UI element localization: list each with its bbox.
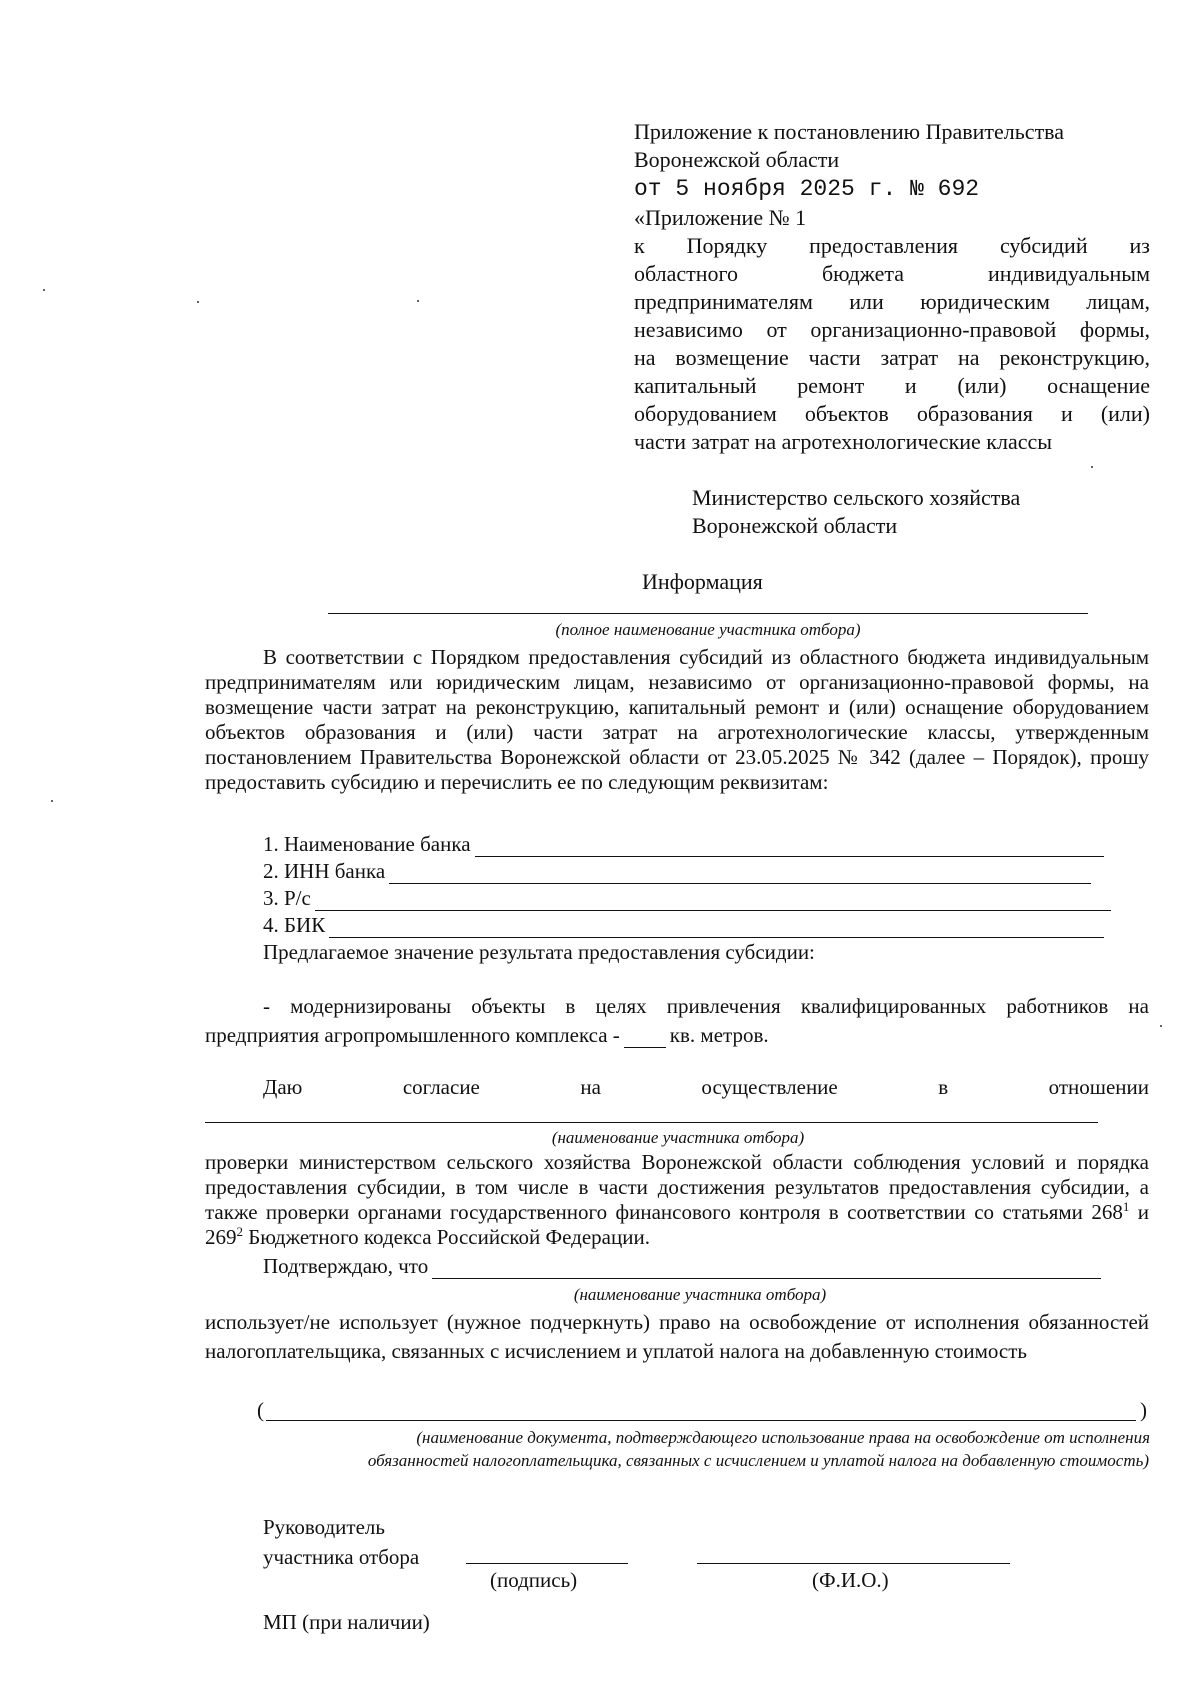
consent-sup-1: 1 (1122, 1199, 1130, 1214)
confirm-prefix: Подтверждаю, что (263, 1254, 429, 1278)
appendix-block (634, 118, 1150, 456)
tax-document-line (257, 1398, 1147, 1424)
requisite-account (263, 886, 1111, 911)
requisite-bank-inn-label: 2. ИНН банка (263, 859, 386, 883)
tax-document-caption-2: обязанностей налогоплательщика, связанных с исчислением и уплатой налога на добавленную стоимость) (367, 1451, 1149, 1470)
appendix-line-5: областного бюджета индивидуальным (634, 261, 1150, 286)
appendix-line-2: Воронежской области (634, 147, 840, 172)
requisite-account-label: 3. Р/с (263, 886, 311, 910)
document-heading: Информация (642, 569, 763, 594)
result-heading: Предлагаемое значение результата предоставления субсидии: (263, 940, 815, 964)
stamp-place: МП (при наличии) (263, 1610, 430, 1634)
result-area-blank (624, 1027, 666, 1048)
appendix-line-7: независимо от организационно-правовой формы, (634, 317, 1150, 342)
requisite-bank-name (263, 832, 1104, 857)
appendix-annex-number: «Приложение № 1 (634, 205, 807, 230)
tax-document-caption-1: (наименование документа, подтверждающего использование права на освобождение от исполнения (416, 1428, 1150, 1447)
confirm-line (263, 1254, 1101, 1279)
open-paren: ( (257, 1398, 264, 1422)
consent-body-part-2: и 269 (205, 1200, 1149, 1249)
intro-paragraph: В соответствии с Порядком предоставления субсидий из областного бюджета индивидуальным предпринимателям или юридическим лицам, независимо от организационно-правовой формы, на возмещение части затрат на реконструкцию, капитальный ремонт и (или) оснащение оборудованием объектов образования и (или) части затрат на агротехнологические классы, утвержденным постановлением Правительства Воронежской области от 23.05.2025 № 342 (далее – Порядок), прошу предоставить субсидию и перечислить ее по следующим реквизитам: (205, 645, 1149, 794)
fio-caption: (Ф.И.О.) (812, 1568, 889, 1592)
appendix-line-6: предпринимателям или юридическим лицам, (634, 289, 1150, 314)
confirm-body: использует/не использует (нужное подчеркнуть) право на освобождение от исполнения обязанностей налогоплательщика, связанных с исчислением и уплатой налога на добавленную стоимость (205, 1310, 1149, 1363)
result-item-line-1: - модернизированы объекты в целях привлечения квалифицированных работников на (263, 994, 1149, 1018)
consent-sup-2: 2 (236, 1224, 243, 1239)
scan-speck (1091, 466, 1093, 468)
consent-line: Даю согласие на осуществление в отношении (263, 1075, 1149, 1099)
result-item-suffix: кв. метров. (669, 1023, 769, 1047)
appendix-line-9: капитальный ремонт и (или) оснащение (634, 373, 1150, 398)
signatory-role-line-2: участника отбора (263, 1545, 420, 1569)
requisite-bank-inn (263, 859, 1091, 884)
appendix-date-line: от 5 ноября 2025 г. № 692 (634, 176, 980, 202)
scan-speck (417, 300, 419, 302)
consent-participant-caption: (наименование участника отбора) (551, 1128, 805, 1147)
confirm-participant-blank (432, 1258, 1101, 1279)
requisite-bank-name-blank (475, 836, 1104, 857)
consent-body-part-3: Бюджетного кодекса Российской Федерации. (243, 1225, 650, 1249)
requisite-bik (263, 913, 1104, 938)
appendix-line-8: на возмещение части затрат на реконструкцию, (634, 345, 1150, 370)
scan-speck (1160, 1025, 1162, 1027)
signatory-role (263, 1512, 419, 1572)
consent-body-part-1: проверки министерством сельского хозяйства Воронежской области соблюдения условий и порядка предоставления субсидии, в том числе в части достижения результатов предоставления субсидии, а также проверки органами государственного финансового контроля в соответствии со статьями 268 (205, 1150, 1149, 1224)
addressee-line-1: Министерство сельского хозяйства (692, 485, 1021, 510)
appendix-line-4: к Порядку предоставления субсидий из (634, 233, 1150, 258)
scan-speck (51, 800, 53, 802)
appendix-line-11: части затрат на агротехнологические классы (634, 429, 1053, 454)
signature-caption: (подпись) (490, 1568, 578, 1592)
scan-speck (43, 289, 45, 291)
result-item-line-2 (205, 1023, 769, 1048)
addressee-line-2: Воронежской области (692, 513, 898, 538)
requisite-bik-blank (329, 917, 1104, 938)
signatory-role-line-1: Руководитель (263, 1515, 385, 1539)
participant-full-name-line (328, 613, 1088, 614)
requisite-bik-label: 4. БИК (263, 913, 326, 937)
confirm-participant-caption: (наименование участника отбора) (573, 1285, 827, 1304)
close-paren: ) (1140, 1398, 1147, 1422)
addressee-block (692, 484, 1020, 540)
consent-participant-line (205, 1122, 1098, 1123)
tax-document-blank (266, 1420, 1136, 1421)
requisite-account-blank (315, 890, 1111, 911)
requisite-bank-inn-blank (389, 863, 1091, 884)
requisite-bank-name-label: 1. Наименование банка (263, 832, 471, 856)
consent-body (205, 1150, 1149, 1250)
result-item-prefix: предприятия агропромышленного комплекса - (205, 1023, 620, 1047)
scan-speck (197, 301, 199, 303)
appendix-line-1: Приложение к постановлению Правительства (634, 119, 1065, 144)
fio-blank (697, 1563, 1010, 1564)
appendix-line-10: оборудованием объектов образования и (или) (634, 401, 1150, 426)
signature-blank (466, 1563, 628, 1564)
participant-full-name-caption: (полное наименование участника отбора) (555, 620, 861, 639)
